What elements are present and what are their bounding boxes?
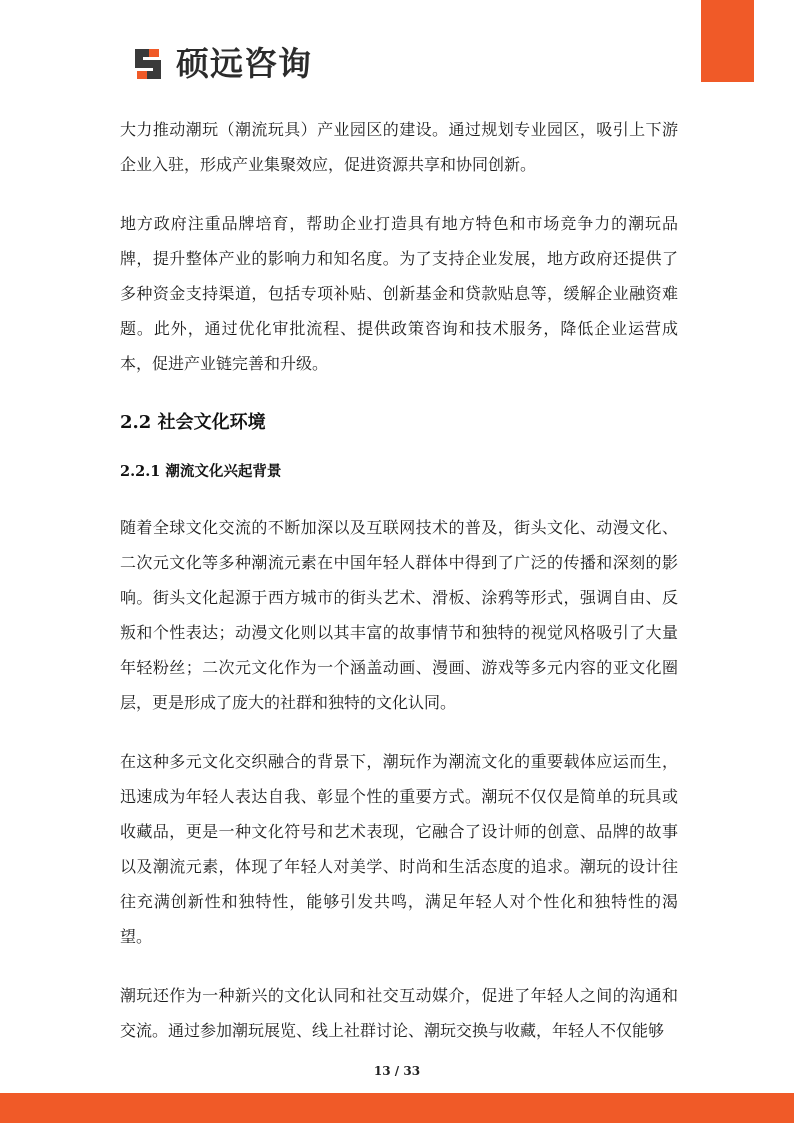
page-number: 13 / 33: [373, 1064, 421, 1078]
brand-logo-icon: [129, 45, 167, 83]
paragraph: 在这种多元文化交织融合的背景下，潮玩作为潮流文化的重要载体应运而生，迅速成为年轻人表达自我、彰显个性的重要方式。潮玩不仅仅是简单的玩具或收藏品，更是一种文化符号和艺术表现，它融合了设计师的创意、品牌的故事以及潮流元素，体现了年轻人对美学、时尚和生活态度的追求。潮玩的设计往往充满创新性和独特性，能够引发共鸣，满足年轻人对个性化和独特性的渴望。: [120, 752, 678, 946]
footer-accent-bar: [0, 1093, 794, 1123]
paragraph: 地方政府注重品牌培育，帮助企业打造具有地方特色和市场竞争力的潮玩品牌，提升整体产业的影响力和知名度。为了支持企业发展，地方政府还提供了多种资金支持渠道，包括专项补贴、创新基金和贷款贴息等，缓解企业融资难题。此外，通过优化审批流程、提供政策咨询和技术服务，降低企业运营成本，促进产业链完善和升级。: [120, 214, 678, 373]
brand-logo-text: 硕远咨询: [176, 44, 312, 83]
brand-logo: [129, 44, 312, 84]
header-corner-accent: [701, 0, 754, 82]
document-body: [120, 112, 678, 1072]
paragraph: 随着全球文化交流的不断加深以及互联网技术的普及，街头文化、动漫文化、二次元文化等多种潮流元素在中国年轻人群体中得到了广泛的传播和深刻的影响。街头文化起源于西方城市的街头艺术、滑板、涂鸦等形式，强调自由、反叛和个性表达；动漫文化则以其丰富的故事情节和独特的视觉风格吸引了大量年轻粉丝；二次元文化作为一个涵盖动画、漫画、游戏等多元内容的亚文化圈层，更是形成了庞大的社群和独特的文化认同。: [120, 518, 678, 712]
subsection-heading: 2.2.1 潮流文化兴起背景: [120, 463, 282, 480]
section-heading: 2.2 社会文化环境: [120, 412, 266, 433]
paragraph: 大力推动潮玩（潮流玩具）产业园区的建设。通过规划专业园区，吸引上下游企业入驻，形成产业集聚效应，促进资源共享和协同创新。: [120, 120, 678, 174]
paragraph: 潮玩还作为一种新兴的文化认同和社交互动媒介，促进了年轻人之间的沟通和交流。通过参加潮玩展览、线上社群讨论、潮玩交换与收藏，年轻人不仅能够: [120, 986, 678, 1040]
